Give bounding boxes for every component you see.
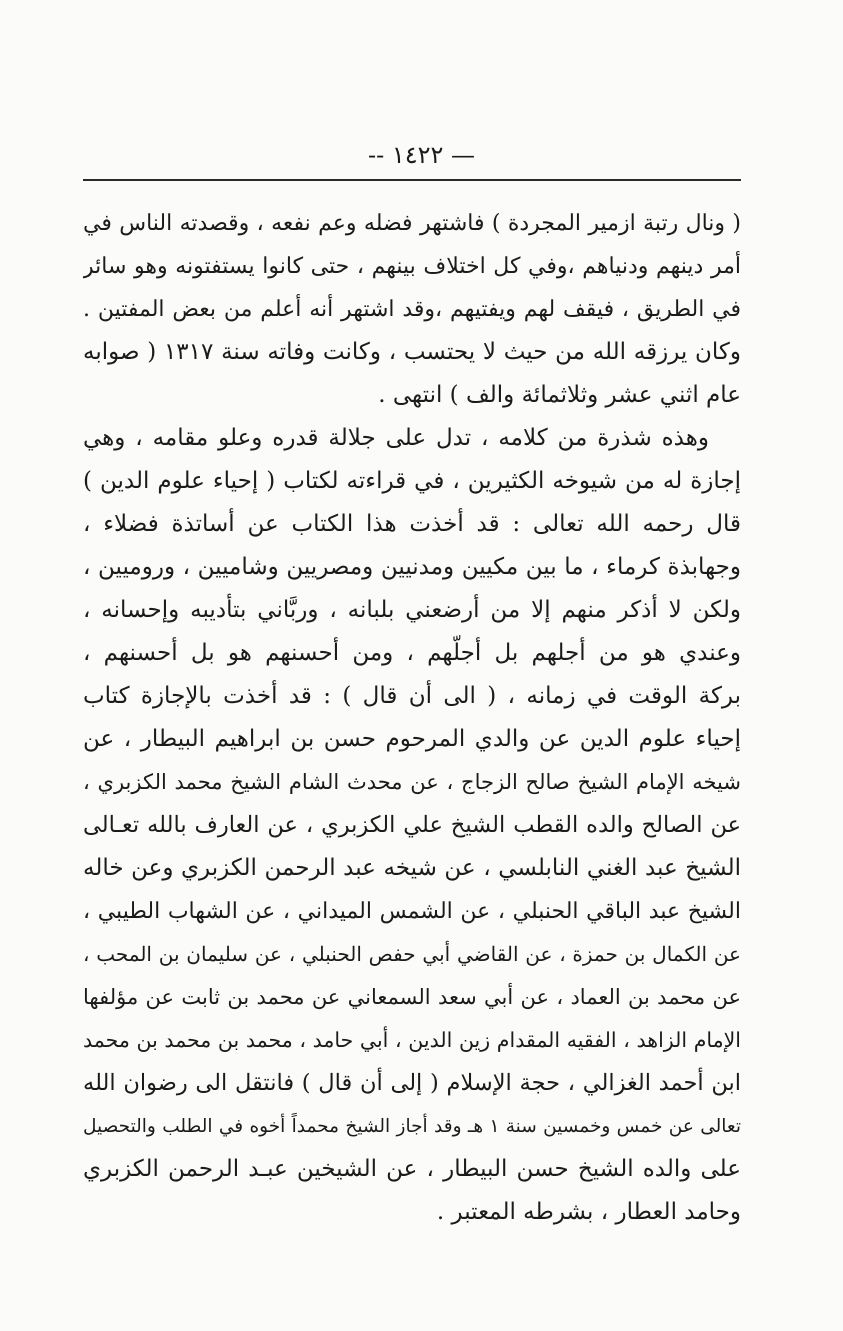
text-line: ( ونال رتبة ازمير المجردة ) فاشتهر فضله وعم نفعه ، وقصدته الناس في <box>83 211 741 236</box>
text-line: قال رحمه الله تعالى : قد أخذت هذا الكتاب عن أساتذة فضلاء ، <box>83 511 741 537</box>
text-line: شيخه الإمام الشيخ صالح الزجاج ، عن محدث الشام الشيخ محمد الكزبري ، <box>83 770 741 794</box>
paragraph-2 <box>83 417 741 1234</box>
text-line: عن الكمال بن حمزة ، عن القاضي أبي حفص الحنبلي ، عن سليمان بن المحب ، <box>83 942 741 966</box>
text-line: عن محمد بن العماد ، عن أبي سعد السمعاني عن محمد بن ثابت عن مؤلفها <box>83 985 741 1009</box>
page-number: — ١٤٢٢ -- <box>367 141 476 169</box>
text-line: إحياء علوم الدين عن والدي المرحوم حسن بن ابراهيم البيطار ، عن <box>83 726 741 752</box>
text-line: بركة الوقت في زمانه ، ( الى أن قال ) : قد أخذت بالإجازة كتاب <box>83 683 741 709</box>
text-line: الشيخ عبد الغني النابلسي ، عن شيخه عبد الرحمن الكزبري وعن خاله <box>83 855 741 881</box>
text-line: ابن أحمد الغزالي ، حجة الإسلام ( إلى أن قال ) فانتقل الى رضوان الله <box>83 1070 741 1096</box>
text-line: على والده الشيخ حسن البيطار ، عن الشيخين عبـد الرحمن الكزبري <box>83 1156 741 1182</box>
text-line: وكان يرزقه الله من حيث لا يحتسب ، وكانت وفاته سنة ١٣١٧ ( صوابه <box>83 339 741 365</box>
text-line: عام اثني عشر وثلاثمائة والف ) انتهى . <box>378 382 741 408</box>
header-rule <box>83 179 741 181</box>
text-line: تعالى عن خمس وخمسين سنة ١ هـ وقد أجاز الشيخ محمداً أخوه في الطلب والتحصيل <box>83 1116 741 1137</box>
text-line: وهذه شذرة من كلامه ، تدل على جلالة قدره وعلو مقامه ، وهي <box>83 425 709 451</box>
text-line: الشيخ عبد الباقي الحنبلي ، عن الشمس الميداني ، عن الشهاب الطيبي ، <box>83 899 741 924</box>
text-line: الإمام الزاهد ، الفقيه المقدام زين الدين ، أبي حامد ، محمد بن محمد بن محمد <box>83 1028 741 1052</box>
text-line: عن الصالح والده القطب الشيخ علي الكزبري ، عن العارف بالله تعـالى <box>83 812 741 838</box>
paragraph-1 <box>83 202 741 417</box>
text-line: أمر دينهم ودنياهم ،وفي كل اختلاف بينهم ، حتى كانوا يستفتونه وهو سائر <box>83 254 741 279</box>
body-text <box>83 202 741 1234</box>
text-line: ولكن لا أذكر منهم إلا من أرضعني بلبانه ، وربَّاني بتأديبه وإحسانه ، <box>83 597 741 623</box>
text-line: وحامد العطار ، بشرطه المعتبر . <box>436 1199 741 1225</box>
text-line: إجازة له من شيوخه الكثيرين ، في قراءته لكتاب ( إحياء علوم الدين ) <box>83 468 741 494</box>
text-line: في الطريق ، فيقف لهم ويفتيهم ،وقد اشتهر أنه أعلم من بعض المفتين . <box>83 297 741 322</box>
text-line: وجهابذة كرماء ، ما بين مكيين ومدنيين ومصريين وشاميين ، وروميين ، <box>83 554 741 580</box>
text-line: وعندي هو من أجلهم بل أجلّهم ، ومن أحسنهم هو بل أحسنهم ، <box>83 640 741 666</box>
